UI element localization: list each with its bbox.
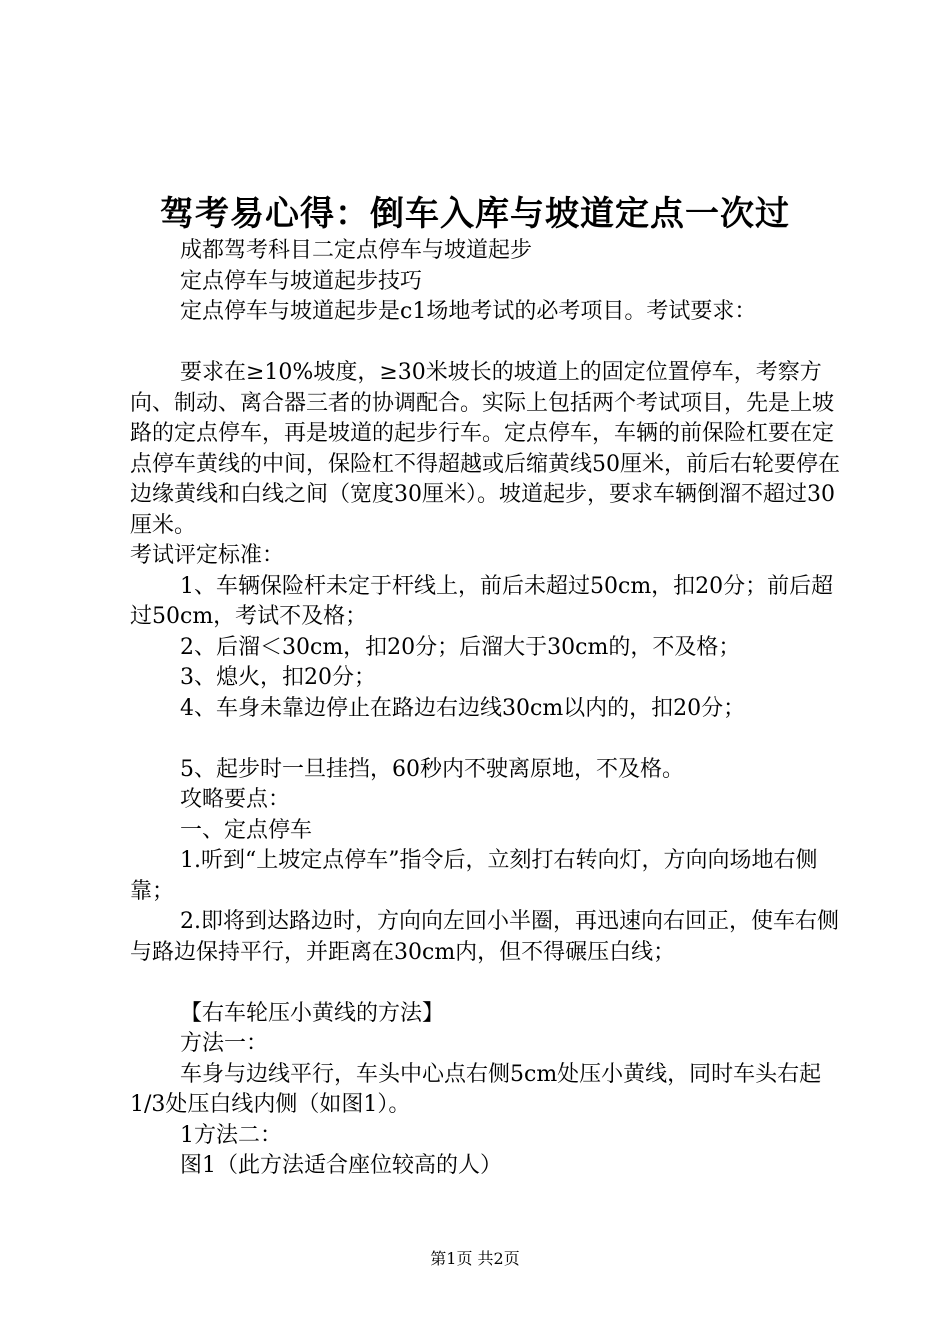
paragraph: 定点停车与坡道起步技巧: [180, 268, 423, 294]
paragraph: 定点停车与坡道起步是c1场地考试的必考项目。考试要求：: [180, 299, 757, 324]
paragraph: 车身与边线平行，车头中心点右侧5cm处压小黄线，同时车头右起1/3处压白线内侧（如图1）。: [130, 1061, 822, 1117]
paragraph: 1方法二：: [180, 1122, 282, 1148]
section-heading: 一、定点停车: [180, 817, 313, 843]
paragraph: 1.听到“上坡定点停车”指令后，立刻打右转向灯，方向向场地右侧靠；: [130, 848, 818, 904]
paragraph: 要求在≥10%坡度，≥30米坡长的坡道上的固定位置停车，考察方向、制动、离合器三者的协调配合。实际上包括两个考试项目，先是上坡路的定点停车，再是坡道的起步行车。定点停车，车辆的前保险杠要在定点停车黄线的中间，保险杠不得超越或后缩黄线50厘米，前后右轮要停在边缘黄线和白线之间（宽度30厘米）。坡道起步，要求车辆倒溜不超过30厘米。: [130, 360, 840, 538]
paragraph: 2.即将到达路边时，方向向左回小半圈，再迅速向右回正，使车右侧与路边保持平行，并距离在30cm内，但不得碾压白线；: [130, 909, 839, 965]
list-item: 3、熄火，扣20分；: [180, 665, 376, 690]
section-heading: 【右车轮压小黄线的方法】: [180, 1000, 445, 1026]
paragraph: 方法一：: [180, 1031, 269, 1056]
document-body: [130, 236, 850, 1182]
list-item: 2、后溜＜30cm，扣20分；后溜大于30cm的，不及格；: [180, 634, 741, 660]
paragraph: 成都驾考科目二定点停车与坡道起步: [180, 238, 533, 263]
list-item: 5、起步时一旦挂挡，60秒内不驶离原地，不及格。: [180, 756, 684, 782]
list-item: 4、车身未靠边停止在路边右边线30cm以内的，扣20分；: [180, 695, 746, 721]
blank-line: [130, 968, 850, 999]
document-title: 驾考易心得：倒车入库与坡道定点一次过: [160, 194, 790, 234]
paragraph: 考试评定标准：: [130, 543, 285, 568]
blank-line: [130, 724, 850, 755]
list-item: 1、车辆保险杆未定于杆线上，前后未超过50cm，扣20分；前后超过50cm，考试不及格；: [130, 573, 834, 629]
blank-line: [130, 328, 850, 359]
section-heading: 攻略要点：: [180, 787, 291, 812]
page-footer: 第1页 共2页: [430, 1249, 520, 1268]
figure-caption: 图1（此方法适合座位较高的人）: [180, 1153, 502, 1178]
